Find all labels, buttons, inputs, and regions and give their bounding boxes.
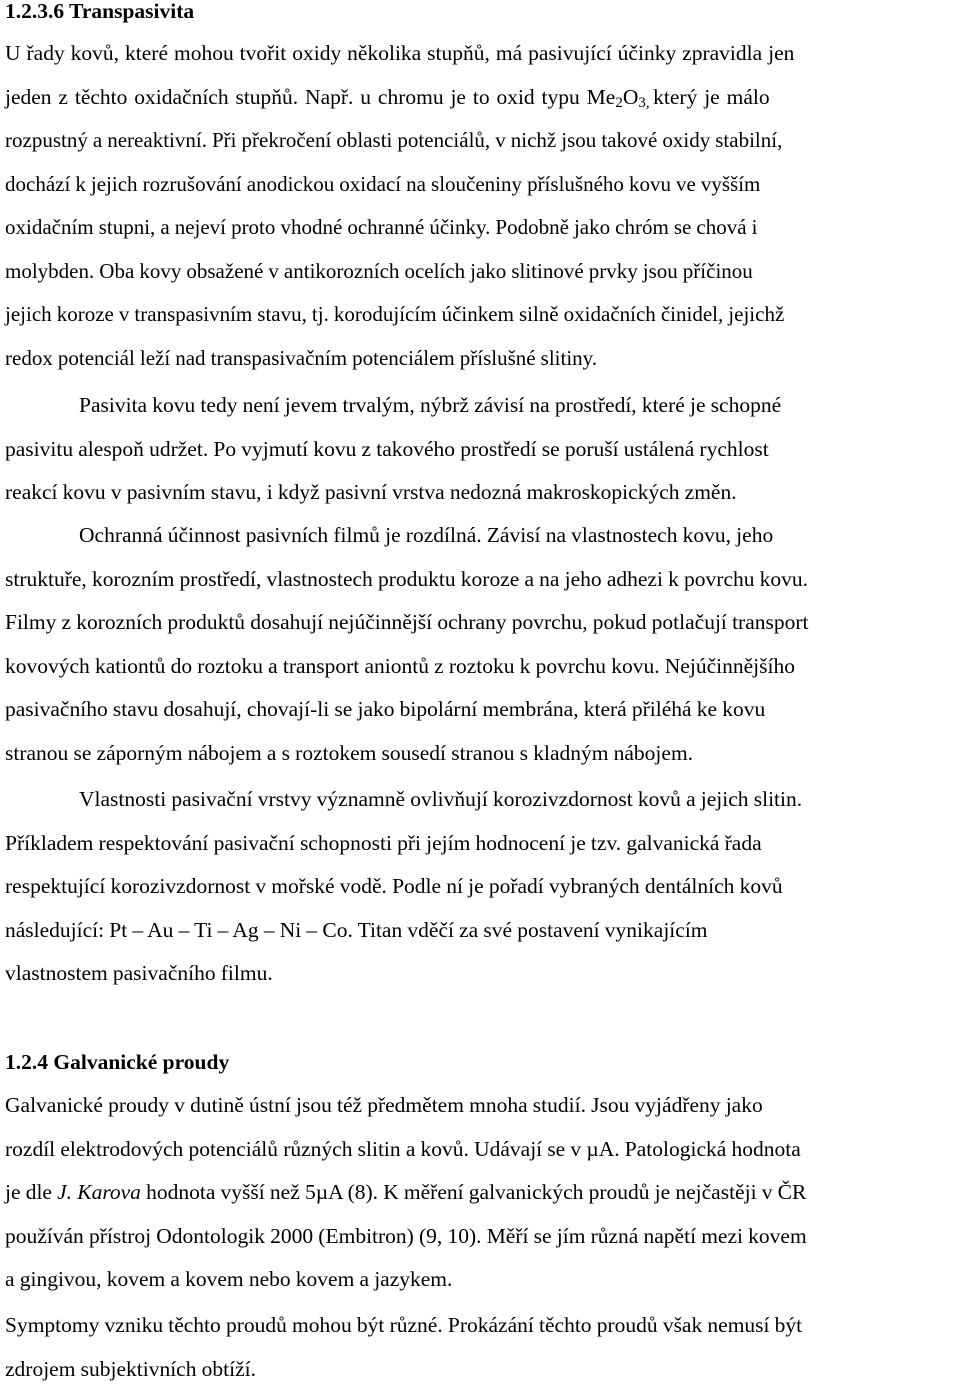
text-line: a gingivou, kovem a kovem nebo kovem a jazykem. [5, 1258, 957, 1302]
text-line: jejich koroze v transpasivním stavu, tj. korodujícím účinkem silně oxidačních činidel, jejichž [5, 293, 957, 337]
text-line: struktuře, korozním prostředí, vlastnostech produktu koroze a na jeho adhezi k povrchu kovu. [5, 558, 957, 602]
text-line: Galvanické proudy v dutině ústní jsou též předmětem mnoha studií. Jsou vyjádřeny jako [5, 1084, 957, 1128]
subscript: 3, [638, 95, 653, 111]
text-line: redox potenciál leží nad transpasivačním potenciálem příslušné slitiny. [5, 337, 957, 381]
text-line: respektující korozivzdornost v mořské vodě. Podle ní je pořadí vybraných dentálních kovů [5, 865, 957, 909]
text-line: následující: Pt – Au – Ti – Ag – Ni – Co. Titan vděčí za své postavení vynikajícím [5, 909, 957, 953]
text-line [5, 76, 957, 120]
text-fragment: hodnota vyšší než 5µA (8). K měření galvanických proudů je nejčastěji v ČR [141, 1180, 806, 1204]
text-line: Vlastnosti pasivační vrstvy významně ovlivňují korozivzdornost kovů a jejich slitin. [5, 778, 957, 822]
paragraph-transpasivita-4 [5, 778, 957, 996]
text-line: dochází k jejich rozrušování anodickou oxidací na sloučeniny příslušného kovu ve vyšším [5, 163, 957, 207]
paragraph-transpasivita-1 [5, 32, 957, 380]
text-line: Filmy z korozních produktů dosahují nejúčinnější ochrany povrchu, pokud potlačují transport [5, 601, 957, 645]
text-line: Symptomy vzniku těchto proudů mohou být různé. Prokázání těchto proudů však nemusí být [5, 1304, 957, 1348]
text-line: Příkladem respektování pasivační schopnosti při jejím hodnocení je tzv. galvanická řada [5, 822, 957, 866]
text-line: používán přístroj Odontologik 2000 (Embitron) (9, 10). Měří se jím různá napětí mezi kovem [5, 1215, 957, 1259]
paragraph-transpasivita-2 [5, 384, 957, 515]
paragraph-transpasivita-3 [5, 514, 957, 775]
text-line: molybden. Oba kovy obsažené v antikorozních ocelích jako slitinové prvky jsou příčinou [5, 250, 957, 294]
section-heading-transpasivita: 1.2.3.6 Transpasivita [5, 0, 957, 24]
text-line: vlastnostem pasivačního filmu. [5, 952, 957, 996]
text-line: Pasivita kovu tedy není jevem trvalým, nýbrž závisí na prostředí, které je schopné [5, 384, 957, 428]
text-line: oxidačním stupni, a nejeví proto vhodné ochranné účinky. Podobně jako chróm se chová i [5, 206, 957, 250]
section-heading-galvanicke-proudy: 1.2.4 Galvanické proudy [5, 1049, 957, 1075]
text-line: rozpustný a nereaktivní. Při překročení oblasti potenciálů, v nichž jsou takové oxidy stabilní, [5, 119, 957, 163]
text-fragment: jeden z těchto oxidačních stupňů. Např. u chromu je to oxid typu Me [5, 85, 615, 109]
paragraph-galvanicke-1 [5, 1084, 957, 1302]
text-line: rozdíl elektrodových potenciálů různých slitin a kovů. Udávají se v µA. Patologická hodnota [5, 1128, 957, 1172]
text-line [5, 1171, 957, 1215]
text-line: stranou se záporným nábojem a s roztokem sousedí stranou s kladným nábojem. [5, 732, 957, 776]
text-line: zdrojem subjektivních obtíží. [5, 1348, 957, 1391]
text-line: reakcí kovu v pasivním stavu, i když pasivní vrstva nedozná makroskopických změn. [5, 471, 957, 515]
text-line: pasivačního stavu dosahují, chovají-li se jako bipolární membrána, která přiléhá ke kovu [5, 688, 957, 732]
text-line: Ochranná účinnost pasivních filmů je rozdílná. Závisí na vlastnostech kovu, jeho [5, 514, 957, 558]
text-line: kovových kationtů do roztoku a transport aniontů z roztoku k povrchu kovu. Nejúčinnějšího [5, 645, 957, 689]
subscript: 2 [615, 95, 623, 111]
text-line: U řady kovů, které mohou tvořit oxidy několika stupňů, má pasivující účinky zpravidla jen [5, 32, 957, 76]
paragraph-galvanicke-2 [5, 1304, 957, 1391]
text-fragment: je dle [5, 1180, 57, 1204]
author-name: J. Karova [57, 1180, 141, 1204]
text-fragment: O [623, 85, 639, 109]
text-line: pasivitu alespoň udržet. Po vyjmutí kovu z takového prostředí se poruší ustálená rychlost [5, 428, 957, 472]
text-fragment: který je málo [653, 85, 769, 109]
